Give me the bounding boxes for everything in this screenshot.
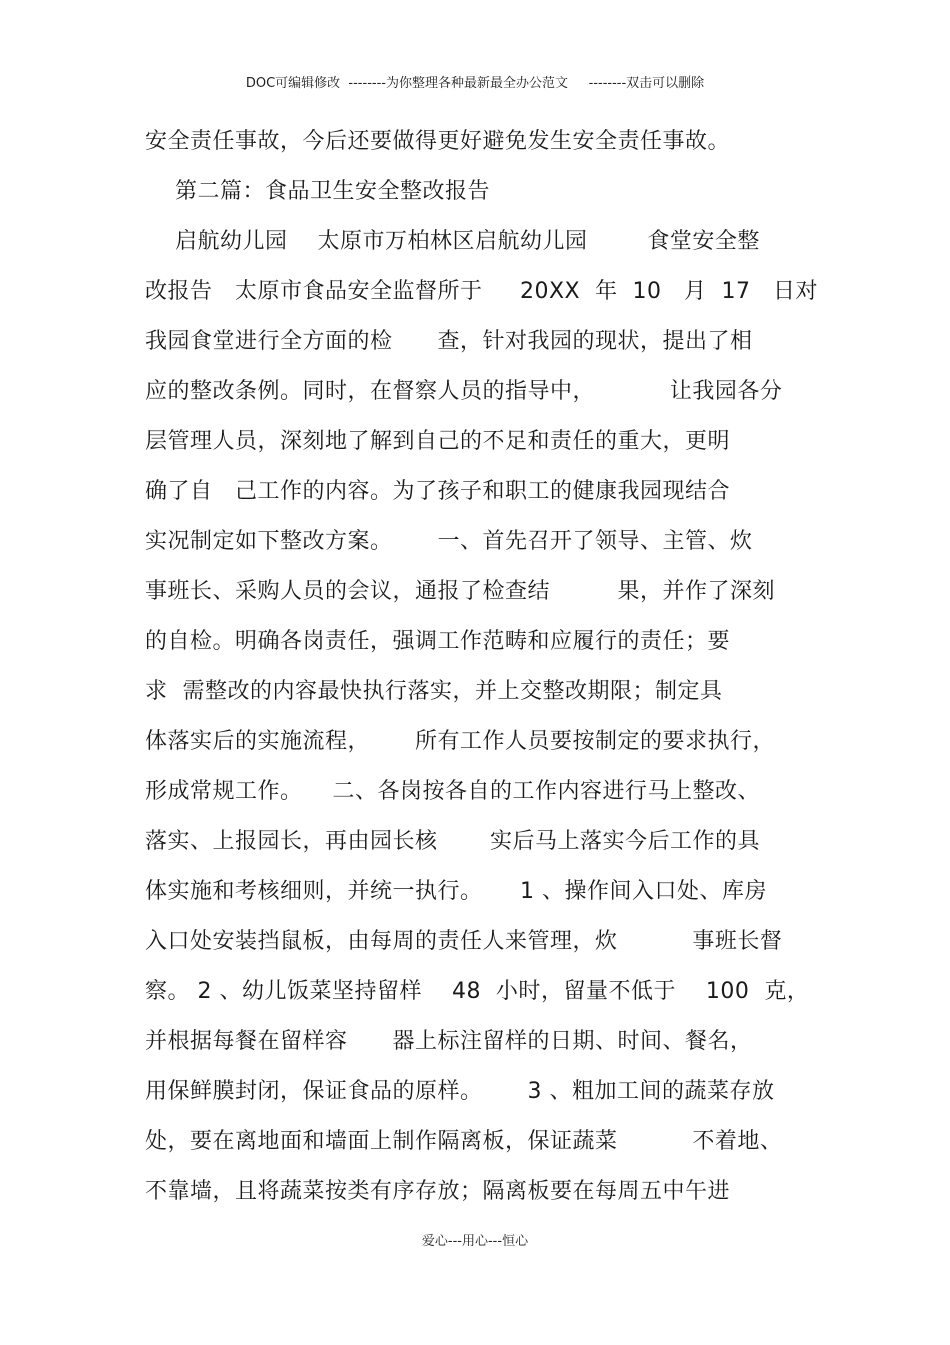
body-line-4: 改报告 太原市食品安全监督所于 20XX 年 10 月 17 日对 — [145, 279, 818, 304]
body-line-13: 体落实后的实施流程， 所有工作人员要按制定的要求执行， — [145, 729, 775, 754]
body-line-20: 用保鲜膜封闭，保证食品的原样。 3 、粗加工间的蔬菜存放 — [145, 1079, 775, 1104]
body-line-5: 我园食堂进行全方面的检 查，针对我园的现状，提出了相 — [145, 329, 753, 354]
body-line-11: 的自检。明确各岗责任，强调工作范畴和应履行的责任；要 — [145, 629, 731, 654]
body-line-21: 处，要在离地面和墙面上制作隔离板，保证蔬菜 不着地、 — [145, 1129, 783, 1154]
body-line-9: 实况制定如下整改方案。 一、首先召开了领导、主管、炊 — [145, 529, 753, 554]
page-header: DOC可编辑修改 --------为你整理各种最新最全办公范文 --------双击可以删除 — [245, 76, 705, 91]
body-line-10: 事班长、采购人员的会议，通报了检查结 果，并作了深刻 — [145, 579, 775, 604]
body-line-1: 安全责任事故，今后还要做得更好避免发生安全责任事故。 — [145, 129, 731, 154]
page-footer: 爱心---用心---恒心 — [421, 1234, 529, 1249]
body-line-8: 确了自 己工作的内容。为了孩子和职工的健康我园现结合 — [145, 479, 730, 504]
body-line-3: 启航幼儿园 太原市万柏林区启航幼儿园 食堂安全整 — [145, 229, 760, 254]
body-line-16: 体实施和考核细则，并统一执行。 1 、操作间入口处、库房 — [145, 879, 767, 904]
body-line-18: 察。 2 、幼儿饭菜坚持留样 48 小时，留量不低于 100 克， — [145, 979, 810, 1004]
body-line-17: 入口处安装挡鼠板，由每周的责任人来管理，炊 事班长督 — [145, 929, 783, 954]
body-line-19: 并根据每餐在留样容 器上标注留样的日期、时间、餐名， — [145, 1029, 753, 1054]
body-line-12: 求 需整改的内容最快执行落实，并上交整改期限；制定具 — [145, 679, 723, 704]
section-heading: 第二篇：食品卫生安全整改报告 — [145, 179, 490, 204]
body-line-22: 不靠墙，且将蔬菜按类有序存放；隔离板要在每周五中午进 — [145, 1179, 731, 1204]
body-line-14: 形成常规工作。 二、各岗按各自的工作内容进行马上整改、 — [145, 779, 760, 804]
body-line-7: 层管理人员，深刻地了解到自己的不足和责任的重大，更明 — [145, 429, 731, 454]
body-line-15: 落实、上报园长，再由园长核 实后马上落实今后工作的具 — [145, 829, 760, 854]
body-line-6: 应的整改条例。同时，在督察人员的指导中， 让我园各分 — [145, 379, 783, 404]
